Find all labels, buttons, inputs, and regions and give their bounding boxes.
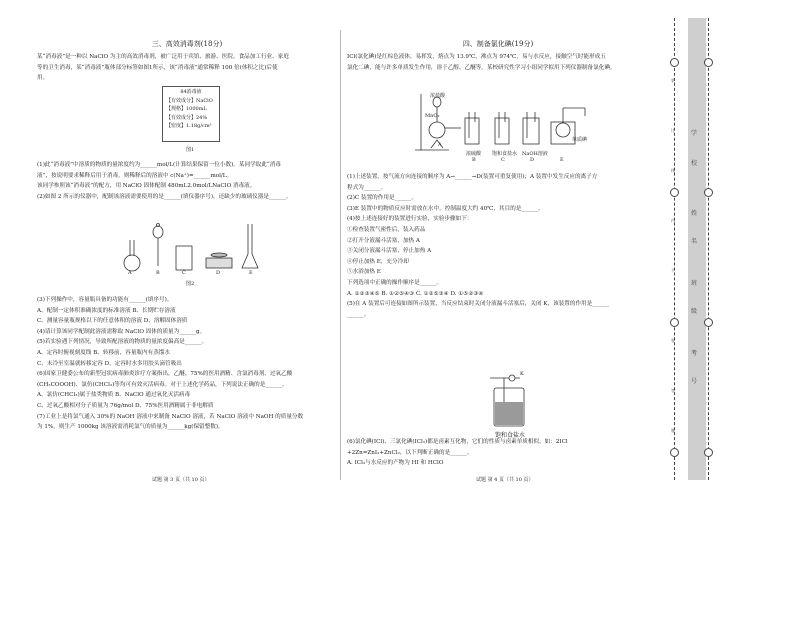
binding-band xyxy=(688,18,706,480)
apparatus-label: B xyxy=(156,270,160,276)
flask-e-caption: 单质碘 xyxy=(572,137,588,143)
binding-tiny-text: 订 xyxy=(671,128,675,133)
mno2-label: MnO₂ xyxy=(425,113,440,119)
binding-hole xyxy=(704,58,713,67)
question-line: 下列选项中正确的操作顺序是______。 xyxy=(347,279,443,286)
binding-label: 班 xyxy=(691,280,698,287)
binding-hole xyxy=(670,58,679,67)
question-line: (5)在 A 装置后可连接如图所示装置，当反应结束时关闭分液漏斗活塞后，关闭 K，该装置的作用是______ xyxy=(347,301,610,308)
left-questions-1-2 xyxy=(37,160,337,202)
right-question-6 xyxy=(347,437,649,469)
question-line: (1)此“消毒液”中溶质的物质的量浓度约为______mol/L(计算结果保留一位小数)。某同学取此“消毒 xyxy=(37,162,281,168)
question-line: (3)下列操作中，容量瓶具备的功能有______(填序号)。 xyxy=(37,297,173,303)
apparatus-label: A xyxy=(128,270,132,276)
apparatus-letter: A xyxy=(438,142,442,148)
figure-2-apparatus xyxy=(120,218,270,278)
valve-k-label: K xyxy=(520,371,524,377)
bottle-c-caption: 饱和食盐水 xyxy=(492,151,518,157)
binding-hole xyxy=(670,188,679,197)
binding-label: 校 xyxy=(691,160,698,167)
question-line: ③关闭分液漏斗活塞，停止加热 A xyxy=(347,248,432,255)
binding-label: 名 xyxy=(691,238,698,245)
figure-2-caption: 图2 xyxy=(186,281,195,287)
binding-dashed-line xyxy=(674,18,675,480)
question-line: 为 1%，则生产 1000kg 该溶液需消耗氯气的质量为______kg(保留整数)。 xyxy=(37,424,224,431)
question-line: +2Zn=ZnI₂+ZnCl₂，以下判断正确的是______。 xyxy=(347,449,473,456)
question-line: ①检查装置气密性后，装入药品 xyxy=(347,226,426,233)
question-line: ②打开分液漏斗活塞，加热 A xyxy=(347,237,420,244)
binding-tiny-text: 不 xyxy=(671,268,675,273)
figure-1-caption: 图1 xyxy=(186,147,195,153)
left-column xyxy=(37,38,337,84)
label-line: 【密度】1.18g/cm³ xyxy=(166,123,212,129)
question-line: (1)上述装置，按气流方向连接的顺序为 A→______→D(装置可重复使用)；A 装置中发生反应的离子方 xyxy=(347,174,598,180)
question-line: C、测量容量瓶规格以下的任意体积的溶液 D、溶解固体溶质 xyxy=(37,318,188,325)
question-line: A、氯仿(CHCl₃)属于盐类物质 B、NaClO 通过氧化灭活病毒 xyxy=(37,392,191,399)
binding-label: 姓 xyxy=(691,210,698,217)
apparatus-letter: D xyxy=(530,157,535,163)
apparatus-letter: E xyxy=(560,157,564,163)
bottle-b-caption: 浓硫酸 xyxy=(466,151,482,157)
binding-tiny-text: 要 xyxy=(671,338,675,343)
binding-tiny-text: 装 xyxy=(671,78,675,83)
intro-line: ICl(氯化碘)是红棕色液体，易挥发，熔点为 13.9℃，沸点为 974℃，易与水反应，接触空气时能形成五 xyxy=(347,54,606,60)
label-line: 【规格】1000mL xyxy=(166,106,207,112)
question-line: (2)C 装置的作用是______。 xyxy=(347,195,417,202)
section-title-right: 四、制备氯化碘(19分) xyxy=(462,40,534,48)
label-line: 【有效成分】NaClO xyxy=(166,97,213,104)
question-line: (6)氯化碘(ICl)、三氯化碘(ICl₃)都是卤素互化物，它们的性质与卤素单质相似，如：2ICl xyxy=(347,439,568,445)
binding-tiny-text: 题 xyxy=(671,428,675,433)
question-line: A. ①②③④⑤ B. ①②⑤④③ C. ①②⑤③④ D. ①⑤②③④ xyxy=(347,290,484,297)
question-line: A、定容时俯视刻度线 B、转移前，容量瓶内有蒸馏水 xyxy=(37,349,170,356)
binding-hole xyxy=(704,188,713,197)
right-questions-1-5 xyxy=(347,172,649,320)
question-line: C、未冷至室温就转移定容 D、定容时水多用胶头滴管吸出 xyxy=(37,360,182,367)
intro-line: 氯化二碘，能与许多单质发生作用，溶于乙醇、乙醚等。某校研究性学习小组同学拟用下列仪器制备氯化碘。 xyxy=(347,64,616,71)
intro-line: 等的卫生消毒，某“消毒液”瓶体部分标签如图1所示，该“消毒液”通常稀释 100 倍(体积之比)后使 xyxy=(37,64,278,71)
apparatus-letter: B xyxy=(472,157,476,163)
binding-tiny-text: 线 xyxy=(671,168,675,173)
question-line: (4)请计算该同学配制此溶液需称取 NaClO 固体的质量为______g。 xyxy=(37,328,206,335)
binding-hole xyxy=(704,448,713,457)
page-footer-left: 试题 第 3 页（共 10 页） xyxy=(152,477,210,483)
intro-line: 用。 xyxy=(37,75,49,82)
page-footer-right: 试题 第 4 页（共 10 页） xyxy=(476,477,534,483)
question-line: ⑤水浴加热 E xyxy=(347,269,381,276)
binding-tiny-text: 答 xyxy=(671,388,675,393)
question-line: (6)国家卫健委公布的新型冠状病毒肺炎诊疗方案指出，乙醚、75%的医用酒精、含氯消毒剂、过氧乙酸 xyxy=(37,371,293,378)
question-line: C、过氧乙酸相对分子质量为 76g/mol D、75%医用酒精属于非电解质 xyxy=(37,402,214,409)
question-line: ______。 xyxy=(347,311,370,318)
saturated-brine-label: 饱和食盐水 xyxy=(495,432,526,439)
binding-dashed-line xyxy=(708,18,709,480)
acid-label: 浓盐酸 xyxy=(430,93,446,99)
binding-hole xyxy=(704,318,713,327)
apparatus-letter: C xyxy=(501,157,505,163)
disinfectant-label xyxy=(162,86,220,142)
binding-label: 学 xyxy=(691,130,698,137)
question-line: (3)E 装置中的物质反应时需放在水中，控制温度大约 40℃，其目的是______。 xyxy=(347,205,544,212)
question-line: 该同学参照该“消毒液”的配方，用 NaClO 固体配制 480mL2.0mol/LNaClO 消毒液。 xyxy=(37,183,256,190)
question-line: 液”，按说明要求稀释后用于消毒，则稀释后的溶液中 c(Na⁺)=______mol/L。 xyxy=(37,172,233,179)
binding-label: 级 xyxy=(691,308,698,315)
question-line: (5)若实验遇下列情况，导致所配溶液的物质的量浓度偏高是______。 xyxy=(37,339,208,346)
column-divider xyxy=(340,30,341,480)
label-line: 【有效成分】24% xyxy=(166,114,208,121)
question-line: A、配制一定体积准确浓度的标准溶液 B、长期贮存溶液 xyxy=(37,307,176,314)
question-line: ④停止加热 E，充分冷却 xyxy=(347,258,409,265)
apparatus-label: D xyxy=(216,270,221,276)
binding-hole xyxy=(670,318,679,327)
label-title: 84消毒液 xyxy=(180,89,202,95)
apparatus-label: C xyxy=(182,270,186,276)
binding-strip xyxy=(664,18,714,480)
bottle-d-caption: NaOH溶液 xyxy=(522,151,548,157)
question-line: (7)工业上是将氯气通入 30%的 NaOH 溶液中来制备 NaClO 溶液，若 NaClO 溶液中 NaOH 的质量分数 xyxy=(37,413,304,420)
binding-tiny-text: 内 xyxy=(671,218,675,223)
question-line: A. ICl₃与水反应的产物为 HI 和 HClO xyxy=(347,460,444,467)
binding-label: 号 xyxy=(691,378,698,385)
question-line: (CH₃COOOH)、氯仿(CHCl₃)等均可有效灭活病毒。对于上述化学药品，下列说法正确的是______。 xyxy=(37,381,288,388)
question-line: (2)如图 2 所示的仪器中，配制该溶液需要使用的是______(填仪器序号)，还缺少的玻璃仪器是______。 xyxy=(37,193,292,200)
k-valve-apparatus xyxy=(490,368,534,430)
section-title-left: 三、高效消毒剂(18分) xyxy=(151,40,223,48)
apparatus-label: E xyxy=(249,270,253,276)
intro-line: 某“消毒液”是一种以 NaClO 为主的高效消毒剂，被广泛用于宾馆、旅游、医院、食品加工行业、家庭 xyxy=(37,54,289,60)
right-column xyxy=(347,38,649,73)
binding-hole xyxy=(670,448,679,457)
binding-label: 考 xyxy=(691,350,698,357)
left-questions-3-7 xyxy=(37,295,337,433)
question-line: (4)按上述连接好的装置进行实验，实验步骤如下： xyxy=(347,216,473,223)
question-line: 程式为______。 xyxy=(347,184,387,191)
